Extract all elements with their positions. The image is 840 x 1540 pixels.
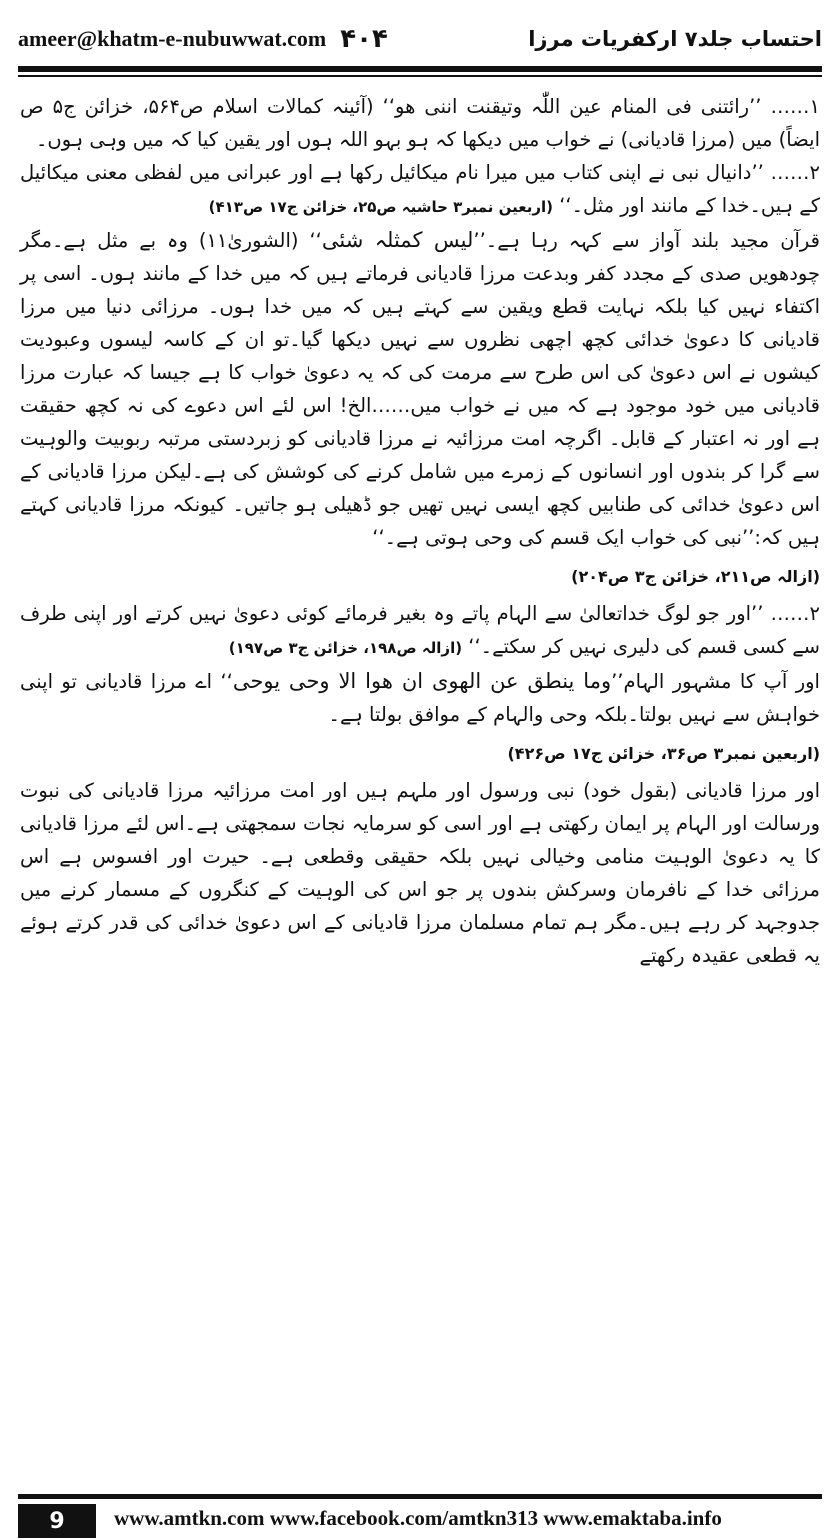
paragraph-1: ۱…… ’’رائتنی فی المنام عین اللّٰہ وتیقنت اننی ھو‘‘ (آئینہ کمالات اسلام ص۵۶۴، خزائن ج۵ ص ایضاً) میں (مرزا قادیانی) نے خواب میں دیکھا کہ ہو بہو اللہ ہوں اور یقین کیا کہ میں وہی ہوں۔: [20, 95, 820, 151]
paragraph-5-lead: اور آپ کا مشہور الہام’’: [611, 670, 820, 693]
paragraph-5: [20, 665, 820, 731]
paragraph-5-body: ‘‘ اے مرزا قادیانی تو اپنی خواہش سے نہیں بولتا۔بلکہ وحی والہام کے موافق بولتا ہے۔: [20, 670, 820, 726]
paragraph-2: [20, 156, 820, 224]
paragraph-4-text: ۲…… ’’اور جو لوگ خداتعالیٰ سے الہام پاتے وہ بغیر فرمائے کوئی دعویٰ نہیں کرتے اور اپنی طرف سے کسی قسم کی دلیری نہیں کر سکتے۔‘‘: [20, 602, 820, 658]
header-email[interactable]: ameer@khatm-e-nubuwwat.com: [18, 26, 327, 51]
paragraph-5-arabic: وما ینطق عن الھوی ان ھوا الا وحی یوحی: [232, 669, 612, 693]
paragraph-3-body: ‘‘ (الشوریٰ۱۱) وہ بے مثل ہے۔مگر چودھویں صدی کے مجدد کفر وبدعت مرزا قادیانی فرماتے ہیں کہ میں خدا کے مانند ہوں۔ اسی پر اکتفاء نہیں کیا بلکہ نہایت قطع ویقین سے کہتے ہیں کہ میں خدا ہوں۔ مرزائی دنیا میں مرزا قادیانی کا دعویٰ خدائی کچھ اچھی نظروں سے نہیں دیکھا گیا۔تو ان کے کاسہ لیسوں وعبودیت کیشوں نے اس دعویٰ کی اس طرح سے مرمت کی کہ یہ دعویٰ خواب کا ہے جیسا کہ عبارت مرزا قادیانی میں خود موجود ہے کہ میں نے خواب میں……الخ! اس لئے اس دعوے کی نہ کچھ حقیقت ہے اور نہ اعتبار کے قابل۔ اگرچہ امت مرزائیہ نے مرزا قادیانی کو زبردستی مرتبہ ربوبیت والوہیت سے گرا کر بندوں اور انسانوں کے زمرے میں شامل کرنے کی کوشش کی ہے۔لیکن مرزا قادیانی کے اس دعویٰ خدائی کی طنابیں کچھ ایسی نہیں تھیں جو ڈھیلی ہو جاتیں۔ کیونکہ مرزا قادیانی کہتے ہیں کہ:’’نبی کی خواب ایک قسم کی وحی ہوتی ہے۔‘‘: [20, 229, 820, 549]
page-header: [18, 14, 822, 64]
header-rule-thick: [18, 66, 822, 72]
paragraph-4: [20, 597, 820, 665]
book-title: احتساب جلد۷ ارکفریات مرزا: [528, 27, 822, 51]
header-left: [18, 24, 388, 54]
footer-page-number: 9: [18, 1504, 96, 1538]
paragraph-5-reference: (اربعین نمبر۳ ص۳۶، خزائن ج۱۷ ص۴۲۶): [507, 744, 820, 763]
paragraph-3: [20, 224, 820, 554]
paragraph-4-reference: (ازالہ ص۱۹۸، خزائن ج۳ ص۱۹۷): [228, 639, 463, 657]
paragraph-3-lead: قرآن مجید بلند آواز سے کہہ رہا ہے۔’’: [473, 229, 821, 252]
header-page-number: ۴۰۴: [340, 24, 388, 54]
paragraph-2-text: ۲…… ’’دانیال نبی نے اپنی کتاب میں میرا نام میکائیل رکھا ہے اور عبرانی میں لفظی معنی میکائیل کے ہیں۔خدا کے مانند اور مثل۔‘‘: [20, 161, 820, 217]
header-rule-thin: [18, 75, 822, 77]
main-text: [20, 90, 820, 972]
footer-rule: [18, 1494, 822, 1499]
paragraph-3-reference: (ازالہ ص۲۱۱، خزائن ج۳ ص۲۰۴): [571, 567, 820, 586]
paragraph-6: اور مرزا قادیانی (بقول خود) نبی ورسول اور ملہم ہیں اور امت مرزائیہ مرزا قادیانی کی نبوت ورسالت اور الہام پر ایمان رکھتی ہے اور اسی کو سرمایہ نجات سمجھتی ہے۔اس لئے مرزا قادیانی کا یہ دعویٰ الوہیت منامی وخیالی نہیں بلکہ حقیقی وقطعی ہے۔ حیرت اور افسوس ہے اس مرزائی خدا کے نافرمان وسرکش بندوں پر جو اس کی الوہیت کے کنگروں کے مسمار کرنے میں جدوجہد کر رہے ہیں۔مگر ہم تمام مسلمان مرزا قادیانی کے اس دعویٰ خدائی کی قدر کرتے ہوئے یہ قطعی عقیدہ رکھتے: [20, 779, 820, 967]
footer-links[interactable]: www.amtkn.com www.facebook.com/amtkn313 www.emaktaba.info: [114, 1506, 722, 1530]
paragraph-2-reference: (اربعین نمبر۳ حاشیہ ص۲۵، خزائن ج۱۷ ص۴۱۳): [208, 198, 553, 216]
paragraph-3-arabic: لیس کمثلہ شئی: [321, 228, 474, 252]
page-footer: [18, 1494, 822, 1538]
